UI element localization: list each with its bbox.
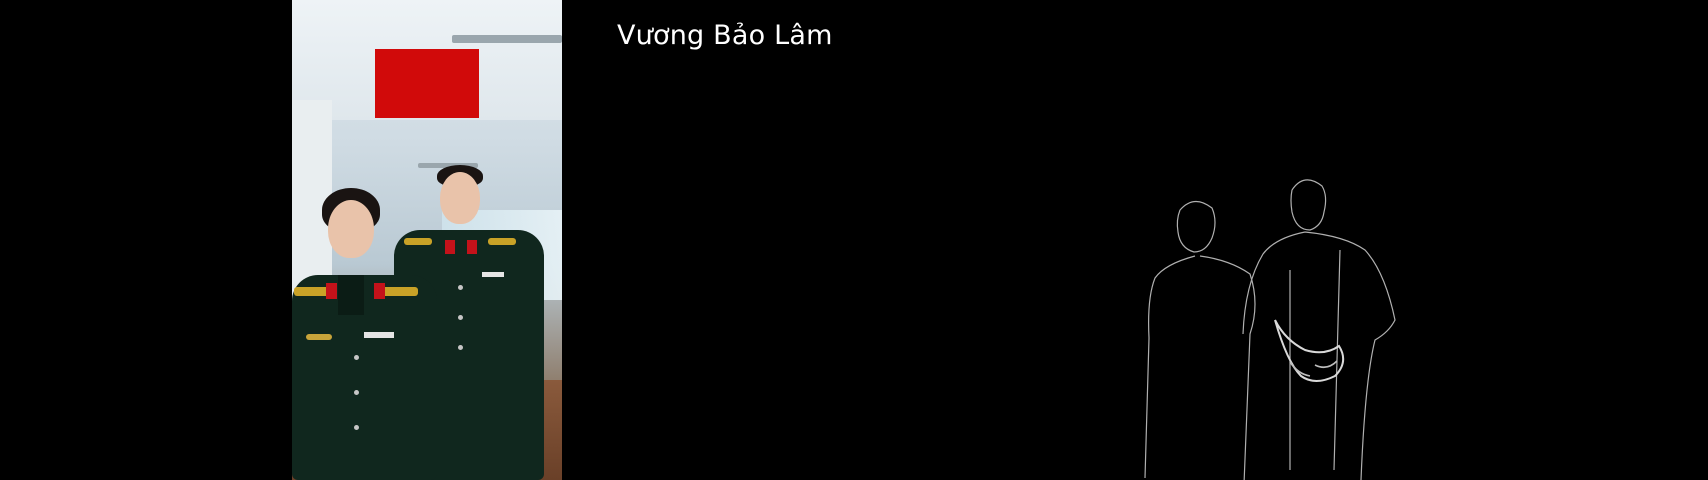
ceiling-light (452, 35, 562, 43)
edge-outline-hands (1275, 320, 1343, 381)
edge-outline-woman-body (1145, 256, 1255, 480)
red-marker-box (375, 49, 479, 118)
edge-outline-woman-head (1177, 201, 1215, 252)
edge-outline-man-detail (1290, 250, 1340, 470)
page-title: Vương Bảo Lâm (617, 20, 833, 51)
video-panel (292, 0, 562, 480)
edge-map-panel (1140, 150, 1430, 480)
edge-outline-man-head (1291, 180, 1326, 230)
edge-outline-man-body (1243, 232, 1395, 480)
